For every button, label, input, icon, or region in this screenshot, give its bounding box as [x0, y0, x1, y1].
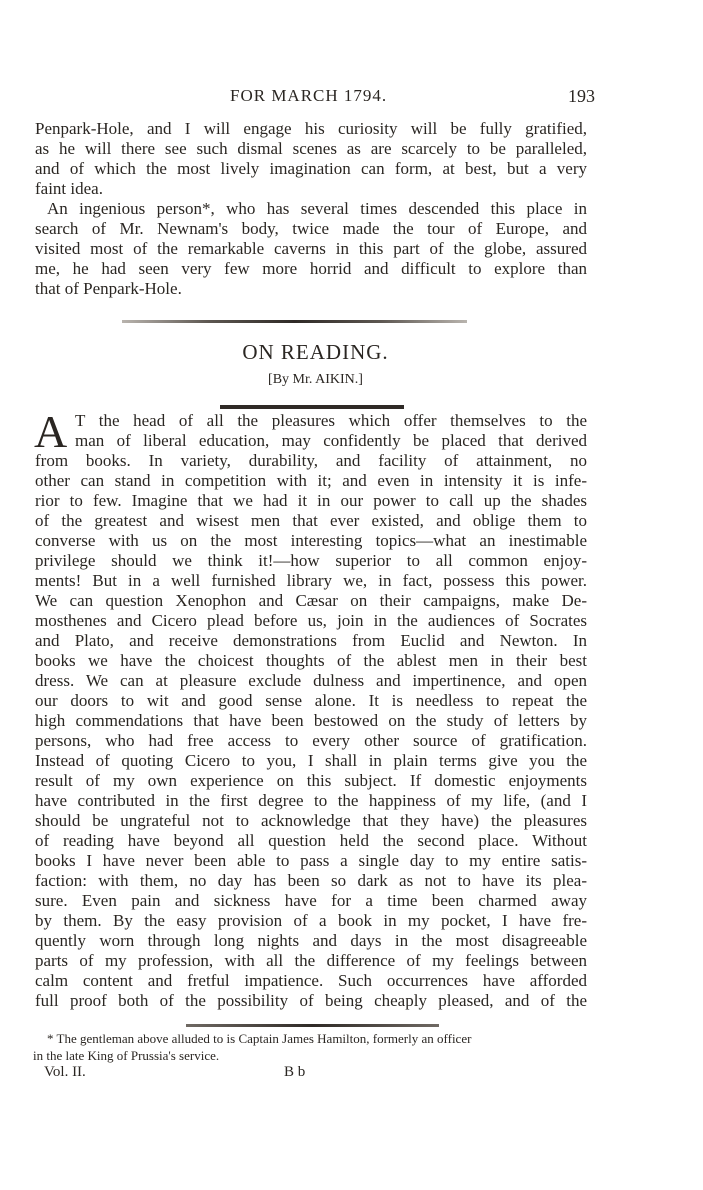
text-line: of the greatest and wisest men that ever existed, and oblige them to [35, 511, 587, 530]
drop-capital: A [34, 406, 68, 457]
running-head: FOR MARCH 1794. [230, 86, 388, 105]
text-line: result of my own experience on this subject. If domestic enjoyments [35, 771, 587, 790]
text-line: by them. By the easy provision of a book in my pocket, I have fre- [35, 911, 587, 930]
text-line: our doors to wit and good sense alone. It is needless to repeat the [35, 691, 587, 710]
text-line: privilege should we think it!—how superior to all common enjoy- [35, 551, 587, 570]
text-line: Penpark-Hole, and I will engage his curiosity will be fully gratified, [35, 119, 587, 138]
signature-mark: B b [284, 1064, 306, 1080]
text-line: T the head of all the pleasures which offer themselves to the [75, 411, 587, 430]
footnote-line: in the late King of Prussia's service. [33, 1048, 220, 1063]
text-line: sure. Even pain and sickness have for a time been charmed away [35, 891, 587, 910]
text-line: faction: with them, no day has been so dark as not to have its plea- [35, 871, 587, 890]
footnote-rule [186, 1024, 439, 1027]
text-line: ments! But in a well furnished library we, in fact, possess this power. [35, 571, 587, 590]
signature-row [44, 1064, 374, 1084]
article-body [34, 406, 587, 1011]
text-line: of reading have beyond all question held the second place. Without [35, 831, 587, 850]
article-byline: [By Mr. AIKIN.] [268, 372, 363, 387]
section-divider [122, 320, 467, 323]
footnote-line: * The gentleman above alluded to is Captain James Hamilton, formerly an officer [47, 1031, 472, 1046]
text-line: persons, who had free access to every other source of gratification. [35, 731, 587, 750]
text-line: full proof both of the possibility of being cheaply pleased, and of the [35, 991, 587, 1010]
text-line: converse with us on the most interesting topics—what an inestimable [35, 531, 587, 550]
text-line: man of liberal education, may confidently be placed that derived [75, 431, 587, 450]
text-line: high commendations that have been bestowed on the study of letters by [35, 711, 587, 730]
text-line: An ingenious person*, who has several times descended this place in [47, 199, 587, 218]
intro-paragraph [35, 119, 587, 199]
text-line: that of Penpark-Hole. [35, 279, 182, 298]
second-paragraph [35, 199, 587, 299]
text-line: calm content and fretful impatience. Such occurrences have afforded [35, 971, 587, 990]
text-line: other can stand in competition with it; and even in intensity it is infe- [35, 471, 587, 490]
footnote [33, 1030, 593, 1064]
text-line: as he will there see such dismal scenes as are scarcely to be paralleled, [35, 139, 587, 158]
text-line: faint idea. [35, 179, 103, 198]
text-line: quently worn through long nights and days in the most disagreeable [35, 931, 587, 950]
text-line: from books. In variety, durability, and facility of attainment, no [35, 451, 587, 470]
title-rule [220, 405, 404, 409]
article-title: ON READING. [242, 340, 389, 364]
text-line: and Plato, and receive demonstrations from Euclid and Newton. In [35, 631, 587, 650]
volume-mark: Vol. II. [44, 1064, 86, 1080]
text-line: rior to few. Imagine that we had it in our power to call up the shades [35, 491, 587, 510]
text-line: books we have the choicest thoughts of the ablest men in their best [35, 651, 587, 670]
text-line: have contributed in the first degree to the happiness of my life, (and I [35, 791, 587, 810]
text-line: visited most of the remarkable caverns in this part of the globe, assured [35, 239, 587, 258]
text-line: me, he had seen very few more horrid and difficult to explore than [35, 259, 587, 278]
text-line: Instead of quoting Cicero to you, I shall in plain terms give you the [35, 751, 587, 770]
text-line: books I have never been able to pass a single day to my entire satis- [35, 851, 587, 870]
text-line: and of which the most lively imagination can form, at best, but a very [35, 159, 587, 178]
text-line: dress. We can at pleasure exclude dulness and impertinence, and open [35, 671, 587, 690]
text-line: should be ungrateful not to acknowledge that they have) the pleasures [35, 811, 587, 830]
text-line: We can question Xenophon and Cæsar on their campaigns, make De- [35, 591, 587, 610]
text-line: parts of my profession, with all the difference of my feelings between [35, 951, 587, 970]
text-line: mosthenes and Cicero plead before us, join in the audiences of Socrates [35, 611, 587, 630]
text-line: search of Mr. Newnam's body, twice made the tour of Europe, and [35, 219, 587, 238]
page-number: 193 [568, 86, 595, 106]
